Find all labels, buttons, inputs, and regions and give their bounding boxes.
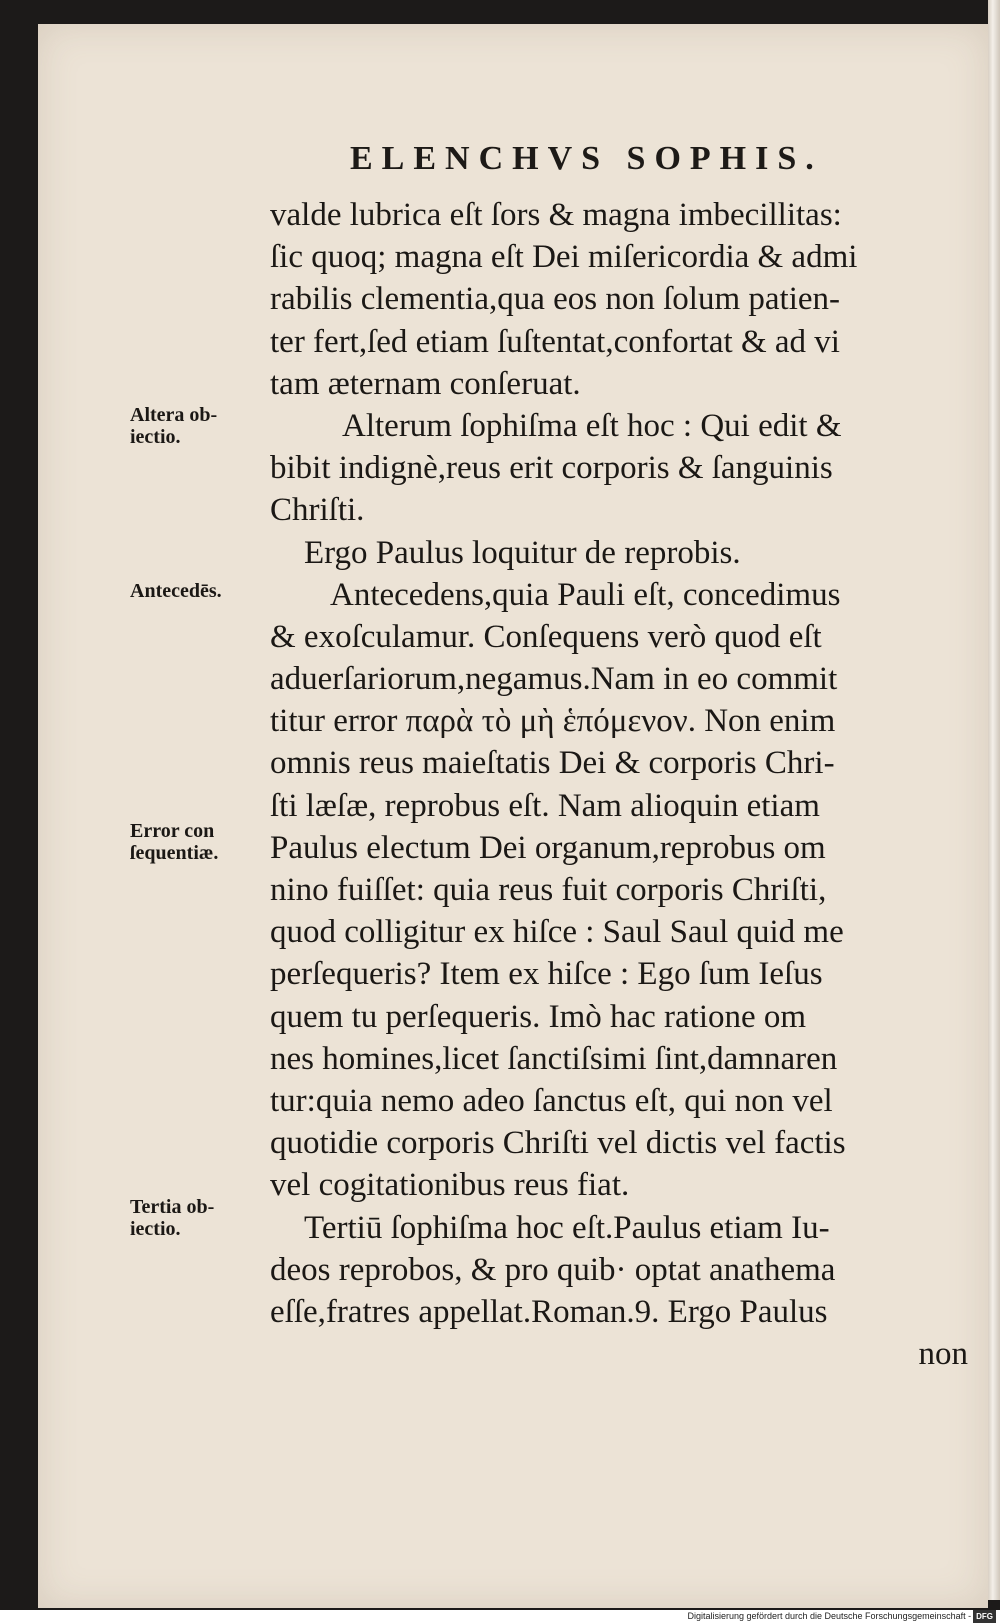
text-line: titur error παρὰ τὸ μὴ ἑπόμενον. Non enim	[270, 703, 836, 740]
text-line: quotidie corporis Chriſti vel dictis vel factis	[270, 1125, 846, 1162]
text-line: nino fuiſſet: quia reus fuit corporis Chriſti,	[270, 872, 827, 908]
text-line: ſic quoq; magna eſt Dei miſericordia & admi	[270, 239, 858, 276]
text-line: bibit indignè,reus erit corporis & ſanguinis	[270, 450, 833, 487]
text-line: perſequeris? Item ex hiſce : Ego ſum Ieſus	[270, 956, 823, 993]
footer-credit	[0, 1610, 1000, 1623]
text-line: valde lubrica eſt ſors & magna imbecillitas:	[270, 197, 842, 233]
text-line: quod colligitur ex hiſce : Saul Saul quid me	[270, 914, 844, 951]
text-line: Antecedens,quia Pauli eſt, concedimus	[330, 576, 841, 613]
text-line: Alterum ſophiſma eſt hoc : Qui edit &	[342, 407, 842, 444]
text-line: vel cogitationibus reus fiat.	[270, 1167, 630, 1204]
footer-text: Digitalisierung gefördert durch die Deutsche Forschungsgemeinschaft -	[687, 1611, 972, 1621]
text-line: ter fert,ſed etiam ſuſtentat,confortat & ad vi	[270, 323, 840, 360]
body-text	[270, 194, 968, 1375]
text-line: Paulus electum Dei organum,reprobus om	[270, 829, 826, 866]
text-line: omnis reus maieſtatis Dei & corporis Chri-	[270, 745, 835, 782]
text-line: deos reprobos, & pro quib· optat anathema	[270, 1251, 836, 1288]
text-line: ſti læſæ, reprobus eſt. Nam alioquin etiam	[270, 787, 820, 824]
running-head: ELENCHVS SOPHIS.	[350, 140, 823, 177]
text-line: eſſe,fratres appellat.Roman.9. Ergo Paulus	[270, 1293, 828, 1330]
text-line: Chriſti.	[270, 492, 365, 529]
text-line: & exoſculamur. Conſequens verò quod eſt	[270, 618, 822, 655]
text-line: Tertiū ſophiſma hoc eſt.Paulus etiam Iu-	[304, 1209, 830, 1246]
text-line: tam æternam conſeruat.	[270, 365, 581, 402]
text-line: quem tu perſequeris. Imò hac ratione om	[270, 998, 807, 1035]
margin-note: Tertia ob- iectio.	[130, 1196, 215, 1240]
dfg-logo-icon: DFG	[973, 1610, 996, 1623]
margin-note: Altera ob- iectio.	[130, 404, 218, 448]
catchword: non	[918, 1336, 968, 1373]
text-line: aduerſariorum,negamus.Nam in eo commit	[270, 661, 838, 698]
text-line: Ergo Paulus loquitur de reprobis.	[304, 534, 741, 571]
margin-note: Antecedēs.	[130, 580, 222, 602]
text-line: tur:quia nemo adeo ſanctus eſt, qui non vel	[270, 1082, 833, 1119]
text-line: rabilis clementia,qua eos non ſolum patien-	[270, 281, 841, 318]
page-edge	[988, 0, 1000, 1600]
text-line: nes homines,licet ſanctiſsimi ſint,damnaren	[270, 1040, 838, 1077]
margin-note: Error con ſequentiæ.	[130, 820, 219, 864]
